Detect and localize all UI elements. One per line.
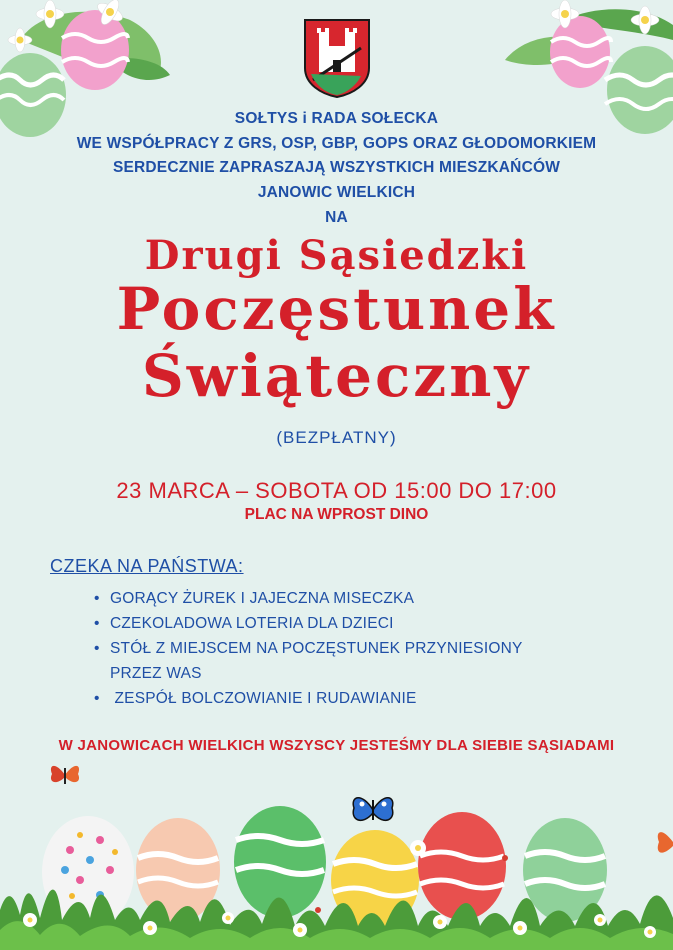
header-line-1: SOŁTYS i RADA SOŁECKA [234, 110, 439, 127]
list-item [94, 611, 594, 636]
footer-text: W JANOWICACH WIELKICH WSZYSCY JESTEŚMY DLA SIEBIE SĄSIADAMI [58, 737, 615, 754]
list-item [94, 686, 594, 711]
header-line-5: NA [325, 209, 348, 226]
header-line-2: WE WSPÓŁPRACY Z GRS, OSP, GBP, GOPS ORAZ GŁODOMORKIEM [76, 135, 597, 152]
butterfly-icon [48, 760, 82, 790]
bullet-icon: • [94, 615, 100, 632]
title-line-2: Poczęstunek [116, 275, 557, 343]
title-line-3: Świąteczny [141, 342, 532, 410]
event-date: 23 MARCA – SOBOTA OD 15:00 DO 17:00 [116, 478, 557, 503]
easter-eggs-grass-icon [0, 800, 673, 950]
title-line-1: Drugi Sąsiedzki [144, 232, 529, 279]
list-item-text: CZEKOLADOWA LOTERIA DLA DZIECI [110, 615, 394, 632]
event-place: PLAC NA WPROST DINO [244, 506, 429, 523]
list-item-text: ZESPÓŁ BOLCZOWIANIE I RUDAWIANIE [110, 690, 417, 707]
attractions-list [94, 586, 594, 711]
header-line-3: SERDECZNIE ZAPRASZAJĄ WSZYSTKICH MIESZKAŃCÓW [112, 159, 561, 176]
bullet-icon: • [94, 690, 100, 707]
list-item [94, 636, 570, 686]
list-item [94, 586, 594, 611]
bullet-icon: • [94, 640, 100, 657]
attractions-title: CZEKA NA PAŃSTWA: [50, 556, 244, 576]
free-label: (BEZPŁATNY) [276, 428, 397, 447]
coat-of-arms-icon [303, 18, 371, 98]
list-item-text: GORĄCY ŻUREK I JAJECZNA MISECZKA [110, 590, 415, 607]
bullet-icon: • [94, 590, 100, 607]
list-item-text: STÓŁ Z MIEJSCEM NA POCZĘSTUNEK PRZYNIESIONY PRZEZ WAS [110, 640, 523, 682]
header-line-4: JANOWIC WIELKICH [257, 184, 416, 201]
